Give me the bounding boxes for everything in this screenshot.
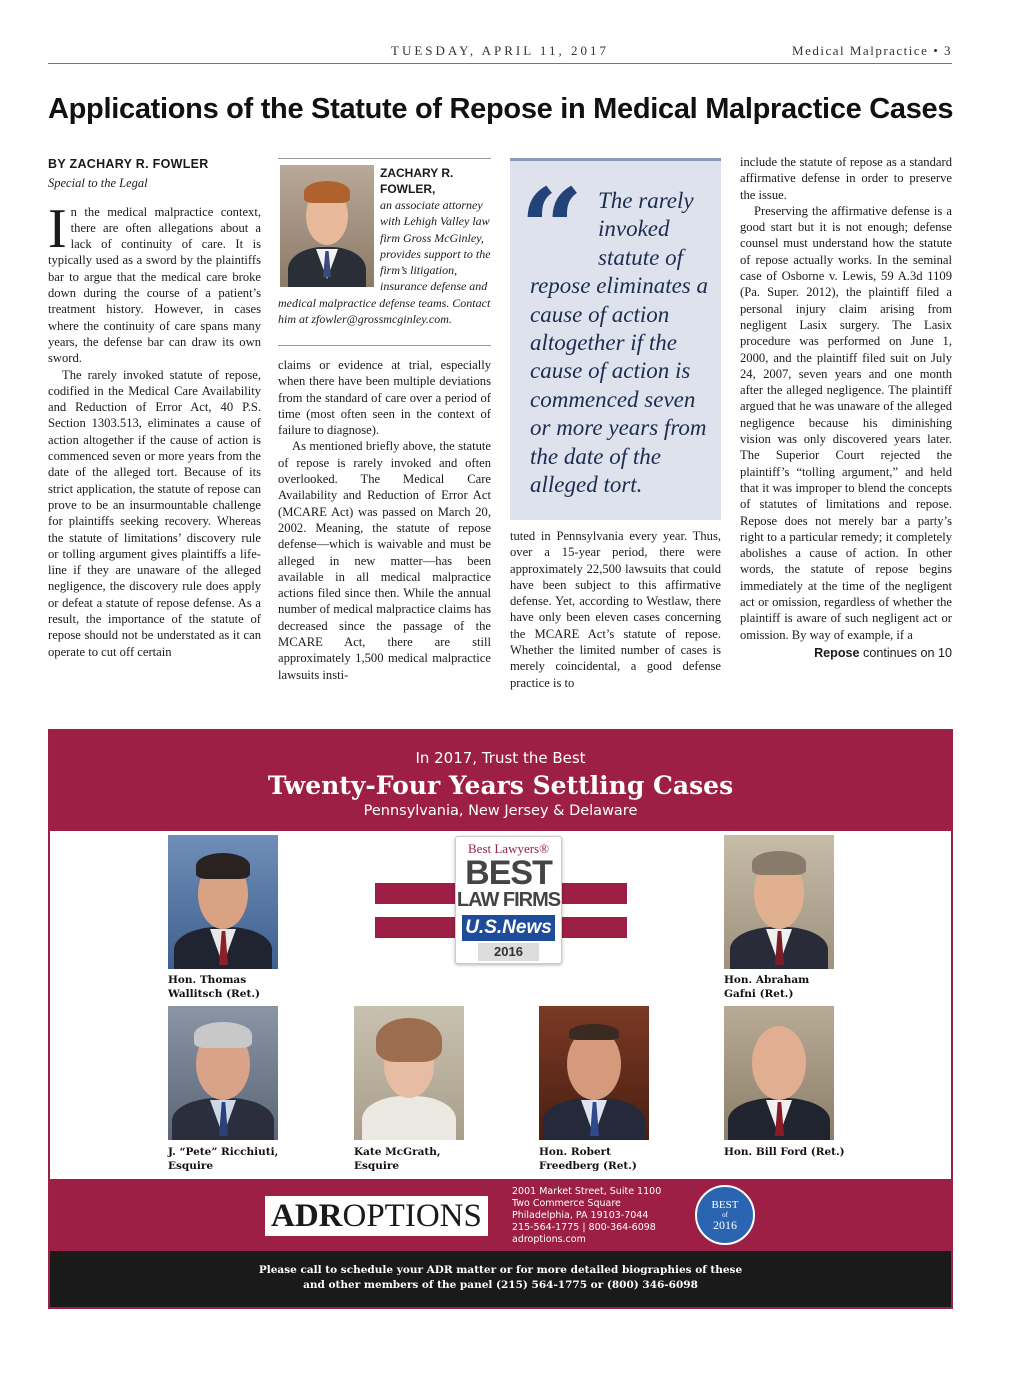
- caption: Kate McGrath, Esquire: [354, 1146, 441, 1172]
- drop-cap: I: [48, 197, 67, 260]
- ad-headline: Twenty-Four Years Settling Cases: [267, 771, 734, 800]
- article-headline: Applications of the Statute of Repose in Medical Malpractice Cases: [48, 93, 954, 125]
- caption: J. “Pete” Ricchiuti, Esquire: [168, 1146, 279, 1172]
- byline-subtitle: Special to the Legal: [48, 176, 148, 191]
- ad-footer-cta: Please call to schedule your ADR matter or for more detailed biographies of these and other members of the panel (215) 564-1775 or (800) 346-6098: [50, 1251, 951, 1307]
- caption: Hon. Abraham Gafni (Ret.): [724, 974, 810, 1000]
- best-law-firms-badge: [455, 836, 562, 964]
- author-box: [278, 158, 491, 346]
- paragraph: Preserving the affirmative defense is a good start but it is not enough; defense counsel must understand how the statute of repose actually works. In the seminal case of Osborne v. Lewis, 59 A.3d 1109 (Pa. Super. 2012), the plaintiff filed a personal injury claim arising from negligent Lasix surgery. The Lasix procedure was performed on June 1, 2000, and the plaintiff filed suit on July 24, 2007, seven years and one month after the alleged negligence. The plaintiff argued that he was unaware of the alleged negligence because his diminishing vision was only discovered years later. The Superior Court rejected the plaintiff’s “tolling argument,” and held that it was improper to blend the concepts of statutes of limitations and repose. Repose does not merely bar a party’s right to a particular remedy; it completely abolishes a cause of action. In other words, the statute of repose begins immediately at the time of the negligent act or omission, regardless of whether the plaintiff is aware of such negligent act or omission. By way of example, if a: [740, 203, 952, 642]
- paragraph: The rarely invoked statute of repose, codified in the Medical Care Availability and Reduction of Error Act, 40 P.S. Section 1303.513, eliminates a cause of action altogether if the cause of action is commenced seven or more years from the date of the alleged tort. Because of its strict application, the statute of repose can prove to be an insurmountable challenge for plaintiffs seeking recovery. Whereas the statute of limitations’ discovery rule or tolling argument gives plaintiffs a life-line if they are unaware of the alleged negligence, the discovery rule does apply or defeat a statute of repose defense. As a result, the importance of the statute of repose should not be understated as it can operate to cut off certain: [48, 367, 261, 659]
- portrait-ford: [724, 1006, 834, 1140]
- continues-link[interactable]: Repose continues on 10: [814, 645, 952, 660]
- badge-law-firms: LAW FIRMS: [456, 889, 561, 911]
- issue-date: TUESDAY, APRIL 11, 2017: [391, 43, 609, 58]
- caption: Hon. Bill Ford (Ret.): [724, 1146, 845, 1158]
- badge-usnews: U.S.News: [462, 915, 555, 941]
- portrait-ricchiuti: [168, 1006, 278, 1140]
- section-page-label: Medical Malpractice • 3: [792, 43, 952, 58]
- badge-brand: Best Lawyers®: [468, 841, 549, 856]
- paragraph: include the statute of repose as a standard affirmative defense in order to preserve the issue.: [740, 155, 952, 202]
- paragraph: claims or evidence at trial, especially when there have been multiple deviations from the standard of care over a period of time (most often seen in the context of failure to diagnose).: [278, 358, 491, 438]
- portrait-mcgrath: [354, 1006, 464, 1140]
- caption: Hon. Thomas Wallitsch (Ret.): [168, 974, 260, 1000]
- article-column-3: [510, 528, 721, 691]
- portrait-wallitsch: [168, 835, 278, 969]
- contact-address: 2001 Market Street, Suite 1100 Two Commerce Square Philadelphia, PA 19103-7044 215-564-1775 | 800-364-6098 adroptions.com: [512, 1186, 702, 1246]
- website-link[interactable]: adroptions.com: [512, 1234, 586, 1245]
- caption: Hon. Robert Freedberg (Ret.): [539, 1146, 637, 1172]
- portrait-gafni: [724, 835, 834, 969]
- byline: BY ZACHARY R. FOWLER: [48, 157, 209, 171]
- author-bio: an associate attorney with Lehigh Valley law firm Gross McGinley, provides support to the firm’s litigation, insurance defense and medical malpractice defense teams. Contact him at zfowler@grossmcginley.com.: [278, 198, 491, 327]
- badge-year: 2016: [478, 943, 539, 961]
- author-name: ZACHARY R. FOWLER,: [380, 166, 454, 196]
- best-of-seal: BEST of 2016: [695, 1185, 755, 1245]
- ad-region: Pennsylvania, New Jersey & Delaware: [363, 803, 638, 819]
- adr-options-advertisement: [48, 729, 953, 1309]
- ad-contact-band: [50, 1179, 951, 1251]
- ad-tagline: In 2017, Trust the Best: [415, 749, 586, 767]
- ad-banner: [50, 731, 951, 831]
- paragraph: As mentioned briefly above, the statute of repose is rarely invoked and often overlooked. The Medical Care Availability and Reduction of Error Act (MCARE Act) was passed on March 20, 2002. Meaning, the statute of repose defense—which is waivable and must be alleged in new matter—has been available in all medical malpractice actions filed since then. While the annual number of medical malpractice claims has decreased since the passage of the MCARE Act, there are still approximately 1,500 medical malpractice lawsuits insti-: [278, 439, 491, 682]
- article-column-2: [278, 357, 491, 683]
- paragraph: tuted in Pennsylvania every year. Thus, over a 15-year period, there were approximately 22,500 lawsuits that could have been subject to this affirmative defense. Yet, according to Westlaw, there have only been eleven cases concerning the MCARE Act’s statute of repose. Whether the limited number of cases is merely coincidental, a good defense practice is to: [510, 529, 721, 690]
- pull-quote: [510, 158, 721, 520]
- paragraph: n the medical malpractice context, there are often allegations about a lack of continuity of care. It is typically used as a sword by the plaintiffs bar to argue that the medical care broke down during the course of a patient’s treatment history. However, in cases where the continuity of care spans many years, the defense bar can draw its own sword.: [48, 204, 261, 366]
- portrait-freedberg: [539, 1006, 649, 1140]
- adr-options-logo: ADROPTIONS: [265, 1196, 488, 1236]
- page-header: [48, 40, 952, 64]
- article-column-1: [48, 156, 261, 660]
- badge-best: BEST: [465, 854, 552, 892]
- pull-quote-text: The rarely invoked statute of repose eliminates a cause of action altogether if the cause of action is commenced seven or more years from the date of the alleged tort.: [530, 188, 709, 498]
- article-column-4: [740, 154, 952, 661]
- quote-mark-icon: “: [520, 164, 584, 293]
